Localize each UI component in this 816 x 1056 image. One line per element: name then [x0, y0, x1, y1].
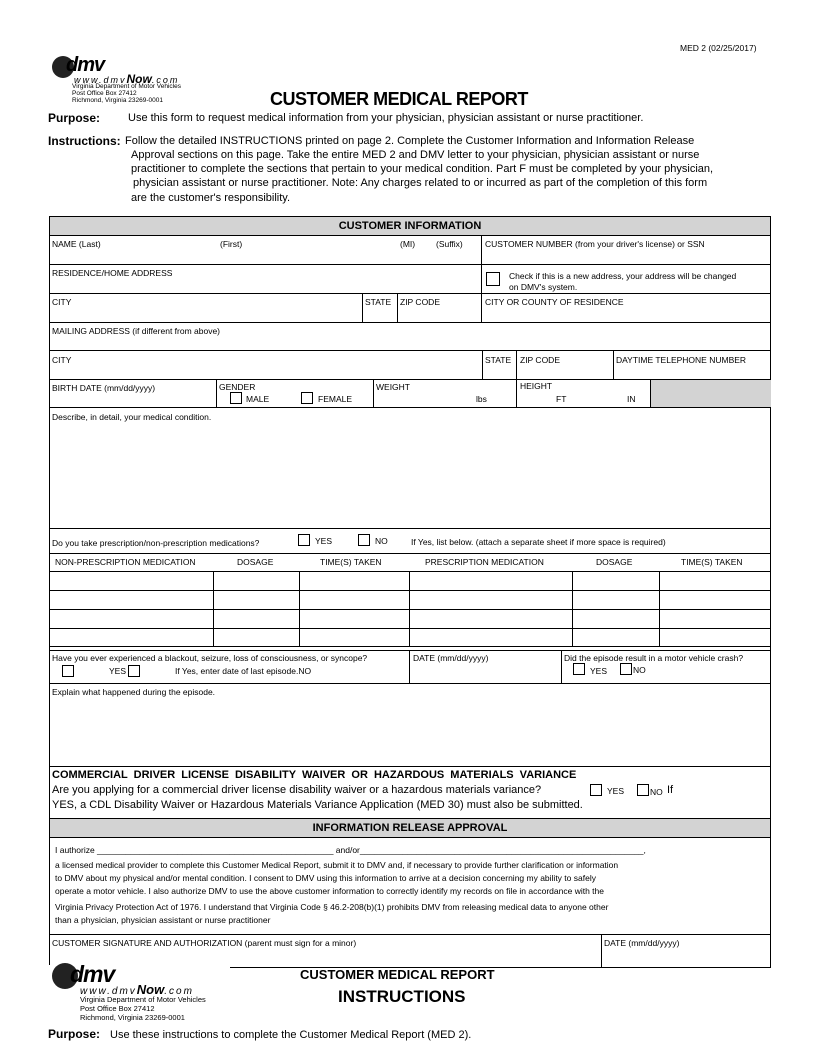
logo-org: Virginia Department of Motor Vehicles [72, 83, 181, 90]
new-address-checkbox[interactable] [486, 272, 500, 286]
section-header-release: INFORMATION RELEASE APPROVAL [49, 818, 771, 838]
logo-wordmark: dmv [70, 961, 115, 987]
zip2-label: ZIP CODE [520, 355, 560, 365]
birth-date-label: BIRTH DATE (mm/dd/yyyy) [52, 383, 156, 393]
shaded-cell [651, 380, 771, 407]
state2-field[interactable] [483, 351, 515, 378]
phone-field[interactable] [614, 351, 770, 378]
height-field[interactable] [517, 380, 649, 407]
describe-textarea[interactable] [50, 422, 770, 526]
authorize-name-field[interactable] [108, 843, 396, 855]
release-line: to DMV about my physical and/or mental condition. I consent to DMV using this information to arrive at a decision concerning my ability to safely [55, 873, 596, 883]
med-header: PRESCRIPTION MEDICATION [425, 557, 544, 567]
purpose-label: Purpose: [48, 111, 101, 125]
logo-city: Richmond, Virginia 23269-0001 [72, 97, 163, 104]
cdl-note: YES, a CDL Disability Waiver or Hazardous Materials Variance Application (MED 30) must also be submitted. [52, 799, 583, 811]
signature-date-label: DATE (mm/dd/yyyy) [604, 938, 680, 948]
instructions-line: physician assistant or nurse practitioner. Note: Any charges related to or incurred as part of the completion of this form [133, 177, 708, 189]
authorize-line: I authorize __________________________________________________ and/or____________________________________________________________, [55, 845, 646, 855]
female-checkbox[interactable] [301, 392, 313, 404]
signature-field[interactable] [50, 948, 600, 966]
authorize-provider-field[interactable] [430, 843, 766, 855]
logo-city: Richmond, Virginia 23269-0001 [80, 1013, 185, 1022]
crash-question: Did the episode result in a motor vehicle crash? [564, 653, 744, 663]
episode-date-label: DATE (mm/dd/yyyy) [413, 653, 489, 663]
medications-no-label: NO [375, 536, 388, 546]
city2-label: CITY [52, 355, 72, 365]
cdl-if-label: If [667, 784, 674, 796]
logo-url: www.dmvNow.com [80, 982, 194, 997]
section-header-customer-info: CUSTOMER INFORMATION [49, 216, 771, 236]
weight-label: WEIGHT [376, 382, 410, 392]
cdl-yes-checkbox[interactable] [590, 784, 602, 796]
cdl-question: Are you applying for a commercial driver license disability waiver or a hazardous materials variance? [52, 784, 542, 796]
crash-no-label: NO [633, 665, 646, 675]
male-label: MALE [246, 394, 270, 404]
city2-field[interactable] [50, 351, 481, 378]
zip-field[interactable] [398, 294, 480, 321]
name-mi-label: (MI) [400, 239, 416, 249]
logo-url: www.dmvNow.com [74, 72, 180, 86]
ft-label: FT [556, 394, 567, 404]
page2-purpose-label: Purpose: [48, 1027, 101, 1041]
medications-no-checkbox[interactable] [358, 534, 370, 546]
blackout-yes-label: YES [109, 666, 127, 676]
crash-yes-checkbox[interactable] [573, 663, 585, 675]
mailing-address-label: MAILING ADDRESS (if different from above) [52, 326, 221, 336]
name-suffix-label: (Suffix) [436, 239, 463, 249]
page2-title: CUSTOMER MEDICAL REPORT [300, 967, 495, 982]
instructions-line: Approval sections on this page. Take the entire MED 2 and DMV letter to your physician, physician assistant or nurse [131, 149, 700, 161]
city-field[interactable] [50, 294, 361, 321]
logo-org: Virginia Department of Motor Vehicles [80, 995, 206, 1004]
med-header: DOSAGE [237, 557, 274, 567]
med-header: TIME(S) TAKEN [681, 557, 743, 567]
county-label: CITY OR COUNTY OF RESIDENCE [485, 297, 624, 307]
county-field[interactable] [482, 294, 770, 321]
release-line: operate a motor vehicle. I also authorize DMV to use the above customer information to correctly identify my records on file in accordance with the [55, 886, 604, 896]
medications-yes-checkbox[interactable] [298, 534, 310, 546]
blackout-no-checkbox[interactable] [128, 665, 140, 677]
gender-label: GENDER [219, 382, 256, 392]
lbs-label: lbs [476, 394, 487, 404]
med-header: NON-PRESCRIPTION MEDICATION [55, 557, 196, 567]
blackout-yes-checkbox[interactable] [62, 665, 74, 677]
state2-label: STATE [485, 355, 512, 365]
name-first-label: (First) [220, 239, 243, 249]
male-checkbox[interactable] [230, 392, 242, 404]
purpose-text: Use this form to request medical information from your physician, physician assistant or nurse practitioner. [128, 112, 644, 124]
cdl-no-checkbox[interactable] [637, 784, 649, 796]
logo-wordmark: dmv [66, 54, 105, 76]
episode-date-field[interactable] [410, 651, 560, 682]
explain-textarea[interactable] [50, 697, 770, 763]
explain-label: Explain what happened during the episode. [52, 687, 216, 697]
form-code: MED 2 (02/25/2017) [680, 43, 757, 53]
cdl-heading: COMMERCIAL DRIVER LICENSE DISABILITY WAIVER OR HAZARDOUS MATERIALS VARIANCE [52, 769, 577, 781]
page-title: CUSTOMER MEDICAL REPORT [270, 89, 528, 109]
cdl-no-label: NO [650, 787, 663, 797]
describe-label: Describe, in detail, your medical condition. [52, 412, 212, 422]
residence-address-label: RESIDENCE/HOME ADDRESS [52, 268, 173, 278]
blackout-note: If Yes, enter date of last episode.NO [175, 666, 312, 676]
instructions-line: practitioner to complete the sections that pertain to your medical condition. Part F must be completed by your physician, [131, 163, 714, 175]
female-label: FEMALE [318, 394, 353, 404]
page2-subtitle: INSTRUCTIONS [338, 987, 466, 1006]
instructions-label: Instructions: [48, 134, 121, 148]
logo-po-box: Post Office Box 27412 [72, 90, 137, 97]
release-line: Virginia Privacy Protection Act of 1976. I understand that Virginia Code § 46.2-208(b)(1) prohibits DMV from releasing medical data to anyone other [55, 902, 609, 912]
med-header: DOSAGE [596, 557, 633, 567]
page2-purpose-text: Use these instructions to complete the Customer Medical Report (MED 2). [110, 1029, 472, 1041]
customer-number-label: CUSTOMER NUMBER (from your driver's license) or SSN [485, 239, 705, 249]
medications-note: If Yes, list below. (attach a separate sheet if more space is required) [411, 537, 666, 547]
name-field[interactable] [50, 236, 481, 264]
blackout-question: Have you ever experienced a blackout, seizure, loss of consciousness, or syncope? [52, 653, 368, 663]
logo-po-box: Post Office Box 27412 [80, 1004, 155, 1013]
med-header: TIME(S) TAKEN [320, 557, 382, 567]
in-label: IN [627, 394, 636, 404]
crash-no-checkbox[interactable] [620, 663, 632, 675]
signature-date-field[interactable] [602, 948, 770, 966]
zip-label: ZIP CODE [400, 297, 440, 307]
weight-field[interactable] [374, 380, 515, 407]
new-address-label-2: on DMV's system. [509, 282, 578, 292]
instructions-line: Follow the detailed INSTRUCTIONS printed on page 2. Complete the Customer Information and Information Release [125, 135, 695, 147]
birth-date-field[interactable] [50, 380, 215, 407]
instructions-line: are the customer's responsibility. [131, 192, 291, 204]
medications-yes-label: YES [315, 536, 333, 546]
phone-label: DAYTIME TELEPHONE NUMBER [616, 355, 747, 365]
new-address-label: Check if this is a new address, your address will be changed [509, 271, 737, 281]
release-line: than a physician, physician assistant or nurse practitioner [55, 915, 271, 925]
state-field[interactable] [363, 294, 396, 321]
height-label: HEIGHT [520, 381, 553, 391]
signature-label: CUSTOMER SIGNATURE AND AUTHORIZATION (parent must sign for a minor) [52, 938, 357, 948]
mailing-address-field[interactable] [50, 323, 770, 350]
medications-question: Do you take prescription/non-prescription medications? [52, 538, 260, 548]
customer-number-field[interactable] [482, 236, 770, 264]
residence-address-field[interactable] [50, 265, 481, 293]
release-line: a licensed medical provider to complete this Customer Medical Report, submit it to DMV and, if necessary to provide further clarification or information [55, 860, 619, 870]
crash-yes-label: YES [590, 666, 608, 676]
city-label: CITY [52, 297, 72, 307]
cdl-yes-label: YES [607, 786, 625, 796]
medication-entries[interactable] [50, 572, 770, 645]
state-label: STATE [365, 297, 392, 307]
name-last-label: NAME (Last) [52, 239, 101, 249]
zip2-field[interactable] [517, 351, 612, 378]
